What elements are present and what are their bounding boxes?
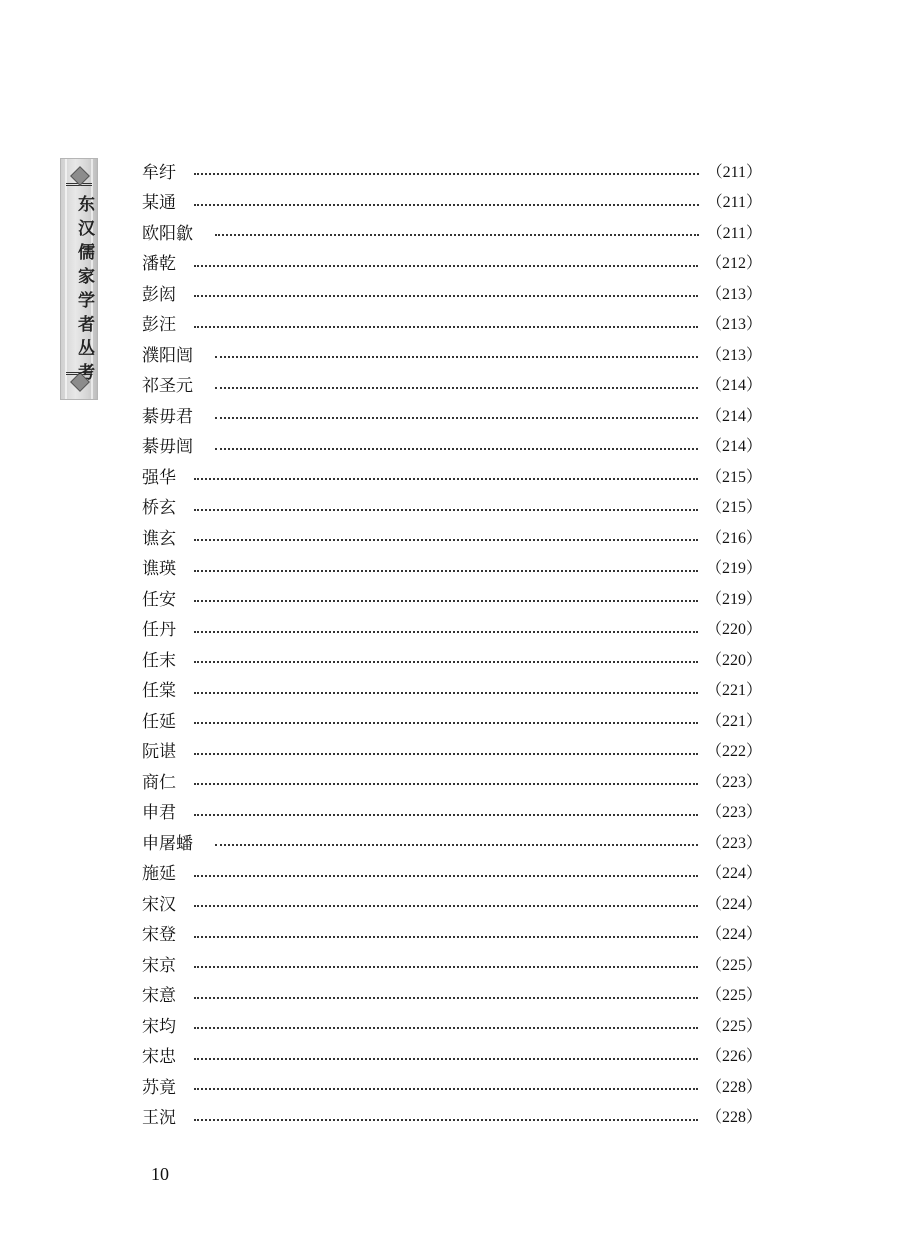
leader-dots (194, 204, 699, 206)
toc-entry-page: （213） (705, 285, 762, 303)
toc-entry-name: 桥玄 (142, 498, 176, 519)
toc-entry-name: 任延 (142, 711, 176, 732)
toc-entry-page: （228） (705, 1109, 762, 1127)
toc-entry-page: （212） (705, 255, 762, 273)
leader-dots (194, 875, 698, 877)
toc-entry (142, 918, 762, 949)
toc-entry-name: 任棠 (142, 681, 176, 702)
toc-entry-page: （223） (705, 804, 762, 822)
toc-entry-page: （220） (705, 651, 762, 669)
leader-dots (194, 661, 698, 663)
leader-dots (194, 478, 698, 480)
toc-entry-name: 申屠蟠 (142, 833, 193, 854)
toc-entry (142, 216, 762, 247)
leader-dots (194, 539, 698, 541)
leader-dots (194, 753, 698, 755)
leader-dots (215, 387, 698, 389)
toc-entry-name: 宋京 (142, 955, 176, 976)
leader-dots (194, 1027, 698, 1029)
toc-entry (142, 735, 762, 766)
toc-entry (142, 1040, 762, 1071)
toc-entry-page: （219） (705, 560, 762, 578)
toc-entry (142, 765, 762, 796)
table-of-contents (142, 155, 762, 1131)
toc-entry-name: 宋汉 (142, 894, 176, 915)
leader-dots (194, 1088, 698, 1090)
toc-entry-name: 濮阳闿 (142, 345, 193, 366)
toc-entry (142, 1009, 762, 1040)
toc-entry (142, 338, 762, 369)
toc-entry-name: 宋登 (142, 925, 176, 946)
toc-entry-page: （224） (705, 895, 762, 913)
toc-entry (142, 155, 762, 186)
leader-dots (194, 814, 698, 816)
toc-entry (142, 186, 762, 217)
toc-entry-page: （225） (705, 1017, 762, 1035)
leader-dots (194, 570, 698, 572)
toc-entry-page: （213） (705, 316, 762, 334)
leader-dots (194, 600, 698, 602)
toc-entry-page: （221） (705, 712, 762, 730)
toc-entry-page: （215） (705, 468, 762, 486)
toc-entry-name: 任末 (142, 650, 176, 671)
leader-dots (194, 509, 698, 511)
toc-entry (142, 826, 762, 857)
toc-entry-name: 某通 (142, 193, 176, 214)
toc-entry-page: （214） (705, 407, 762, 425)
toc-entry-page: （224） (705, 865, 762, 883)
toc-entry-name: 苏竟 (142, 1077, 176, 1098)
leader-dots (194, 905, 698, 907)
toc-entry-page: （226） (705, 1048, 762, 1066)
toc-entry-page: （220） (705, 621, 762, 639)
toc-entry-name: 綦毋闿 (142, 437, 193, 458)
toc-entry-name: 潘乾 (142, 254, 176, 275)
toc-entry-page: （211） (706, 163, 762, 181)
leader-dots (215, 417, 698, 419)
toc-entry (142, 369, 762, 400)
toc-entry-page: （219） (705, 590, 762, 608)
leader-dots (194, 326, 698, 328)
leader-dots (194, 295, 698, 297)
toc-entry (142, 1070, 762, 1101)
toc-entry-name: 商仁 (142, 772, 176, 793)
toc-entry (142, 1101, 762, 1132)
toc-entry-name: 阮谌 (142, 742, 176, 763)
toc-entry (142, 521, 762, 552)
leader-dots (194, 966, 698, 968)
toc-entry-page: （223） (705, 773, 762, 791)
toc-entry-name: 欧阳歙 (142, 223, 193, 244)
leader-dots (215, 356, 698, 358)
toc-entry-page: （211） (706, 194, 762, 212)
toc-entry-name: 祁圣元 (142, 376, 193, 397)
toc-entry (142, 796, 762, 827)
leader-dots (215, 448, 698, 450)
toc-entry (142, 704, 762, 735)
toc-entry (142, 582, 762, 613)
toc-entry-page: （216） (705, 529, 762, 547)
leader-dots (194, 722, 698, 724)
toc-entry (142, 887, 762, 918)
toc-entry (142, 308, 762, 339)
toc-entry-name: 谯玄 (142, 528, 176, 549)
toc-entry-name: 谯瑛 (142, 559, 176, 580)
toc-entry-name: 牟纡 (142, 162, 176, 183)
toc-entry-name: 宋均 (142, 1016, 176, 1037)
toc-entry-name: 施延 (142, 864, 176, 885)
leader-dots (194, 936, 698, 938)
toc-entry-page: （222） (705, 743, 762, 761)
leader-dots (194, 997, 698, 999)
toc-entry-name: 申君 (142, 803, 176, 824)
toc-entry-name: 宋意 (142, 986, 176, 1007)
page-number: 10 (151, 1164, 169, 1184)
toc-entry-name: 王況 (142, 1108, 176, 1129)
toc-entry-page: （213） (705, 346, 762, 364)
toc-entry (142, 948, 762, 979)
toc-entry-name: 强华 (142, 467, 176, 488)
toc-entry-name: 彭闳 (142, 284, 176, 305)
leader-dots (215, 844, 698, 846)
toc-entry-name: 任丹 (142, 620, 176, 641)
book-title: 东汉儒家学者丛考 (74, 195, 94, 387)
toc-entry-page: （224） (705, 926, 762, 944)
toc-entry (142, 460, 762, 491)
leader-dots (194, 173, 699, 175)
toc-entry-name: 宋忠 (142, 1047, 176, 1068)
toc-entry-page: （221） (705, 682, 762, 700)
toc-entry (142, 674, 762, 705)
toc-entry (142, 399, 762, 430)
toc-entry-page: （223） (705, 834, 762, 852)
toc-entry-page: （228） (705, 1078, 762, 1096)
leader-dots (194, 631, 698, 633)
toc-entry-page: （225） (705, 956, 762, 974)
toc-entry-page: （215） (705, 499, 762, 517)
leader-dots (194, 1119, 698, 1121)
toc-entry-page: （214） (705, 438, 762, 456)
toc-entry (142, 552, 762, 583)
toc-entry-page: （225） (705, 987, 762, 1005)
toc-entry (142, 491, 762, 522)
toc-entry-name: 綦毋君 (142, 406, 193, 427)
toc-entry (142, 430, 762, 461)
toc-entry-page: （214） (705, 377, 762, 395)
side-tab (60, 158, 98, 400)
toc-entry (142, 247, 762, 278)
toc-entry (142, 857, 762, 888)
leader-dots (215, 234, 699, 236)
toc-entry (142, 979, 762, 1010)
toc-entry (142, 643, 762, 674)
toc-entry-name: 任安 (142, 589, 176, 610)
leader-dots (194, 265, 698, 267)
toc-entry (142, 613, 762, 644)
leader-dots (194, 1058, 698, 1060)
leader-dots (194, 783, 698, 785)
toc-entry (142, 277, 762, 308)
leader-dots (194, 692, 698, 694)
toc-entry-page: （211） (706, 224, 762, 242)
toc-entry-name: 彭汪 (142, 315, 176, 336)
